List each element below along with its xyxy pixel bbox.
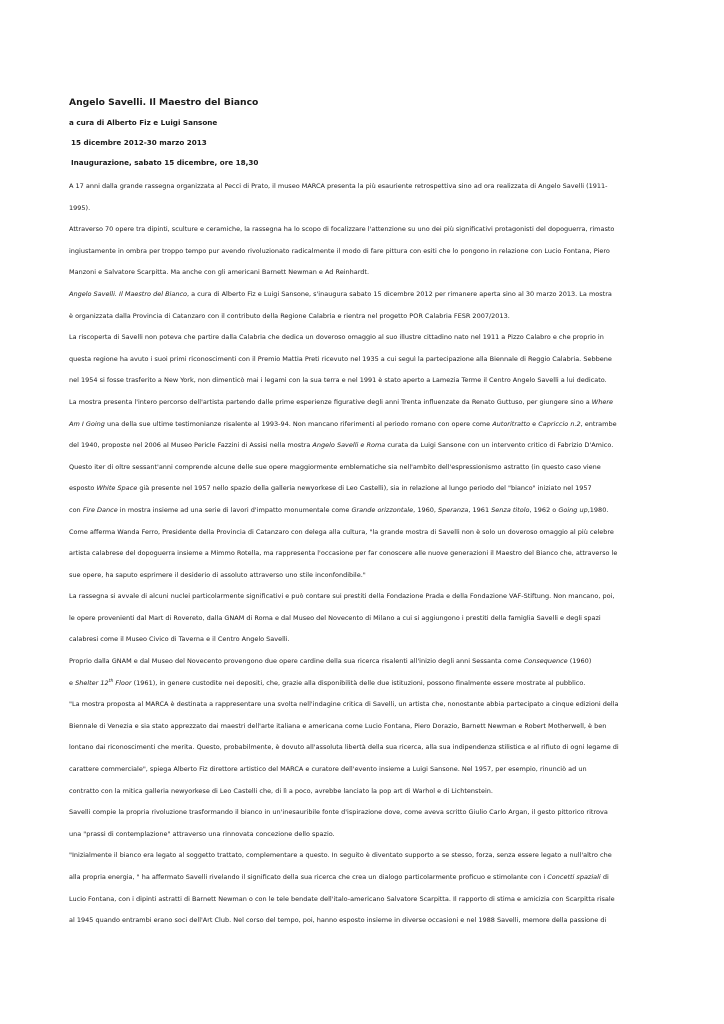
- body-line: ingiustamente in ombra per troppo tempo pur avendo rivoluzionato radicalmente il modo di fare pittura con esiti che lo pongono in relazione con Lucio Fontana, Piero: [69, 246, 610, 255]
- body-line: "La mostra proposta al MARCA è destinata a rappresentare una svolta nell'indagine critica di Savelli, un artista che, nonostante abbia partecipato a cinque edizioni della: [69, 700, 619, 709]
- body-line: "Inizialmente il bianco era legato al soggetto trattato, complementare a questo. In seguito è diventato supporto a se stesso, forza, senza essere legato a null'altro che: [69, 851, 612, 860]
- body-line: Questo iter di oltre sessant'anni comprende alcune delle sue opere maggiormente emblematiche sia nell'ambito dell'espressionismo astratto (in questo caso viene: [69, 462, 601, 471]
- document-title: Angelo Savelli. Il Maestro del Bianco: [69, 97, 259, 108]
- body-line: carattere commerciale", spiega Alberto Fiz direttore artistico del MARCA e curatore dell'evento insieme a Luigi Sansone. Nel 1957, per esempio, rinunciò ad un: [69, 765, 587, 774]
- body-line: Attraverso 70 opere tra dipinti, sculture e ceramiche, la rassegna ha lo scopo di focalizzare l'attenzione su uno dei più significativi protagonisti del dopoguerra, rimasto: [69, 225, 615, 234]
- body-line: Lucio Fontana, con i dipinti astratti di Barnett Newman o con le tele bendate dell'italo-americano Salvatore Scarpitta. Il rapporto di stima e amicizia con Scarpitta risale: [69, 894, 615, 903]
- body-line: una "prassi di contemplazione" attraverso una rinnovata concezione dello spazio.: [69, 829, 335, 838]
- body-line: del 1940, proposte nel 2006 al Museo Pericle Fazzini di Assisi nella mostra Angelo Savelli e Roma curata da Luigi Sansone con un intervento critico di Fabrizio D'Amico.: [69, 441, 614, 450]
- body-line: Am I Going una della sue ultime testimonianze risalente al 1993-94. Non mancano riferimenti al periodo romano con opere come Autoritratto e Capriccio n.2, entrambe: [69, 419, 617, 428]
- body-line: Savelli compie la propria rivoluzione trasformando il bianco in un'inesauribile fonte d'ispirazione dove, come aveva scritto Giulio Carlo Argan, il gesto pittorico ritrova: [69, 808, 608, 817]
- body-line: A 17 anni dalla grande rassegna organizzata al Pecci di Prato, il museo MARCA presenta la più esauriente retrospettiva sino ad ora realizzata di Angelo Savelli (1911-: [69, 182, 608, 190]
- inauguration-line: Inaugurazione, sabato 15 dicembre, ore 18,30: [71, 158, 259, 167]
- body-line: La rassegna si avvale di alcuni nuclei particolarmente significativi e può contare sui prestiti della Fondazione Prada e della Fondazione VAF-Stiftung. Non mancano, poi,: [69, 592, 615, 601]
- body-line: con Fire Dance in mostra insieme ad una serie di lavori d'impatto monumentale come Grande orizzontale, 1960, Speranza, 1961 Senza titolo, 1962 o Going up,1980.: [69, 505, 609, 514]
- body-line: contratto con la mitica galleria newyorkese di Leo Castelli che, di lì a poco, avrebbe lanciato la pop art di Warhol e di Lichtenstein.: [69, 786, 493, 795]
- body-line: Biennale di Venezia e sia stato apprezzato dai maestri dell'arte italiana e americana come Lucio Fontana, Piero Dorazio, Barnett Newman e Robert Motherwell, è ben: [69, 721, 607, 730]
- curators-line: a cura di Alberto Fiz e Luigi Sansone: [69, 118, 218, 127]
- exhibition-dates: 15 dicembre 2012-30 marzo 2013: [71, 138, 207, 147]
- body-line: Manzoni e Salvatore Scarpitta. Ma anche con gli americani Barnett Newman e Ad Reinhardt.: [69, 268, 370, 277]
- body-line: le opere provenienti dal Mart di Rovereto, dalla GNAM di Roma e dal Museo del Novecento di Milano a cui si aggiungono i prestiti della famiglia Savelli e degli spazi: [69, 613, 601, 622]
- body-line: e Shelter 12th Floor (1961), in genere custodite nei depositi, che, grazie alla disponibilità delle due istituzioni, possono finalmente essere mostrate al pubblico.: [69, 678, 586, 687]
- body-line: alla propria energia, " ha affermato Savelli rivelando il significato della sua ricerca che crea un dialogo particolarmente proficuo e stimolante con i Concetti spaziali di: [69, 873, 609, 881]
- body-line: calabresi come il Museo Civico di Taverna e il Centro Angelo Savelli.: [69, 635, 290, 644]
- body-line: Angelo Savelli. Il Maestro del Bianco, a cura di Alberto Fiz e Luigi Sansone, s'inaugura sabato 15 dicembre 2012 per rimanere aperta sino al 30 marzo 2013. La mostra: [69, 289, 612, 298]
- body-line: 1995).: [69, 203, 91, 212]
- body-line: La mostra presenta l'intero percorso dell'artista partendo dalle prime esperienze figurative degli anni Trenta influenzate da Renato Guttuso, per giungere sino a Where: [69, 397, 613, 406]
- body-line: al 1945 quando entrambi erano soci dell'Art Club. Nel corso del tempo, poi, hanno esposto insieme in diverse occasioni e nel 1988 Savelli, memore della passione di: [69, 916, 607, 925]
- body-line: sue opere, ha saputo esprimere il desiderio di assoluto attraverso uno stile inconfondibile.": [69, 570, 366, 579]
- body-line: artista calabrese del dopoguerra insieme a Mimmo Rotella, ma rappresenta l'occasione per far conoscere alle nuove generazioni il Maestro del Bianco che, attraverso le: [69, 549, 618, 558]
- body-line: è organizzata dalla Provincia di Catanzaro con il contributo della Regione Calabria e rientra nel progetto POR Calabria FESR 2007/2013.: [69, 311, 510, 320]
- body-line: Come afferma Wanda Ferro, Presidente della Provincia di Catanzaro con delega alla cultura, "la grande mostra di Savelli non è solo un doveroso omaggio al più celebre: [69, 527, 614, 536]
- body-line: esposto White Space già presente nel 1957 nello spazio della galleria newyorkese di Leo Castelli), sia in relazione al lungo periodo del "bianco" iniziato nel 1957: [69, 484, 592, 493]
- document-page: [69, 96, 657, 932]
- body-text: [69, 176, 657, 932]
- body-line: questa regione ha avuto i suoi primi riconoscimenti con il Premio Mattia Preti ricevuto nel 1935 a cui seguì la partecipazione alla Biennale di Reggio Calabria. Sebbene: [69, 354, 612, 363]
- body-line: lontano dai riconoscimenti che merita. Questo, probabilmente, è dovuto all'assoluta libertà della sua ricerca, alla sua indipendenza stilistica e al rifiuto di ogni legame di: [69, 743, 619, 752]
- body-line: La riscoperta di Savelli non poteva che partire dalla Calabria che dedica un doveroso omaggio al suo illustre cittadino nato nel 1911 a Pizzo Calabro e che proprio in: [69, 333, 604, 342]
- body-line: Proprio dalla GNAM e dal Museo del Novecento provengono due opere cardine della sua ricerca risalenti all'inizio degli anni Sessanta come Consequence (1960): [69, 657, 592, 666]
- body-line: nel 1954 si fosse trasferito a New York, non dimenticò mai i legami con la sua terra e nel 1991 è stato aperto a Lamezia Terme il Centro Angelo Savelli a lui dedicato.: [69, 376, 607, 385]
